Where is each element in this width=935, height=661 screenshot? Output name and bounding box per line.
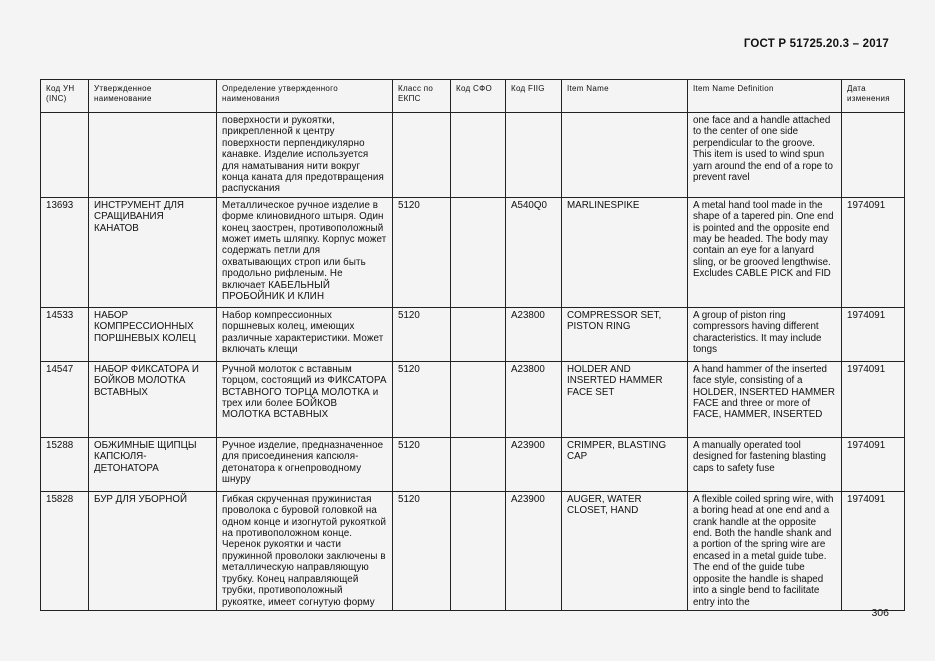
table-row <box>41 491 905 610</box>
cell-date: 1974091 <box>842 361 905 437</box>
cell-inc <box>41 113 89 198</box>
column-header-ekps-class: Класс по ЕКПС <box>393 80 451 113</box>
table-row <box>41 361 905 437</box>
cell-sfo <box>451 113 506 198</box>
column-header-item-name: Item Name <box>562 80 688 113</box>
column-header-fiig-code: Код FIIG <box>506 80 562 113</box>
cell-definition-en: one face and a handle attached to the center of one side perpendicular to the groove. This item is used to wind spun yarn around the end of a rope to prevent ravel <box>688 113 842 198</box>
standard-header: ГОСТ Р 51725.20.3 – 2017 <box>743 38 889 50</box>
table-row <box>41 437 905 491</box>
cell-class: 5120 <box>393 361 451 437</box>
cell-definition-ru: поверхности и рукоятки, прикрепленной к центру поверхности перпендикулярно канавке. Изделие используется для наматывания нити вокруг конца каната для предотвращения распускания <box>217 113 393 198</box>
page-number: 306 <box>871 607 889 619</box>
cell-item-name: COMPRESSOR SET, PISTON RING <box>562 307 688 361</box>
cell-definition-en: A group of piston ring compressors having different characteristics. It may include tongs <box>688 307 842 361</box>
column-header-item-definition: Item Name Definition <box>688 80 842 113</box>
cell-date <box>842 113 905 198</box>
cell-inc: 15828 <box>41 491 89 610</box>
cell-item-name: HOLDER AND INSERTED HAMMER FACE SET <box>562 361 688 437</box>
column-header-sfo-code: Код СФО <box>451 80 506 113</box>
cell-class: 5120 <box>393 307 451 361</box>
cell-item-name: CRIMPER, BLASTING CAP <box>562 437 688 491</box>
cell-date: 1974091 <box>842 491 905 610</box>
cell-definition-en: A manually operated tool designed for fastening blasting caps to safety fuse <box>688 437 842 491</box>
column-header-approved-name: Утвержденное наименование <box>89 80 217 113</box>
cell-date: 1974091 <box>842 307 905 361</box>
cell-sfo <box>451 307 506 361</box>
cell-definition-ru: Металлическое ручное изделие в форме клиновидного штыря. Один конец заострен, противоположный может иметь шляпку. Корпус может содержать петли для охватывающих строп или быть продольно рифленым. Не включает КАБЕЛЬНЫЙ ПРОБОЙНИК И КЛИН <box>217 197 393 307</box>
cell-item-name: MARLINESPIKE <box>562 197 688 307</box>
cell-sfo <box>451 437 506 491</box>
cell-inc: 13693 <box>41 197 89 307</box>
table-row <box>41 197 905 307</box>
cell-fiig: A540Q0 <box>506 197 562 307</box>
cell-date: 1974091 <box>842 197 905 307</box>
column-header-change-date: Дата изменения <box>842 80 905 113</box>
cell-definition-ru: Гибкая скрученная пружинистая проволока с буровой головкой на одном конце и изогнутой рукояткой на противоположном конце. Черенок рукоятки и части пружинной проволоки заключены в металлическую направляющую трубку. Конец направляющей трубки, противоположный рукоятке, имеет согнутую форму <box>217 491 393 610</box>
cell-class: 5120 <box>393 197 451 307</box>
cell-name-ru <box>89 113 217 198</box>
cell-definition-ru: Ручной молоток с вставным торцом, состоящий из ФИКСАТОРА ВСТАВНОГО ТОРЦА МОЛОТКА и трех или более БОЙКОВ МОЛОТКА ВСТАВНЫХ <box>217 361 393 437</box>
cell-fiig: A23900 <box>506 491 562 610</box>
cell-name-ru: ИНСТРУМЕНТ ДЛЯ СРАЩИВАНИЯ КАНАТОВ <box>89 197 217 307</box>
cell-definition-en: A flexible coiled spring wire, with a boring head at one end and a crank handle at the opposite end. Both the handle shank and a portion of the spring wire are encased in a metal guide tube. The end of the guide tube opposite the handle is shaped into a single bend to facilitate entry into the <box>688 491 842 610</box>
cell-definition-en: A metal hand tool made in the shape of a tapered pin. One end is pointed and the opposite end may be headed. The body may contain an eye for a lanyard sling, or be grooved lengthwise. Excludes CABLE PICK and FID <box>688 197 842 307</box>
column-header-inc: Код УН (INC) <box>41 80 89 113</box>
cell-definition-ru: Набор компрессионных поршневых колец, имеющих различные характеристики. Может включать клещи <box>217 307 393 361</box>
cell-item-name <box>562 113 688 198</box>
column-header-definition-ru: Определение утвержденного наименования <box>217 80 393 113</box>
table-row <box>41 307 905 361</box>
cell-name-ru: НАБОР ФИКСАТОРА И БОЙКОВ МОЛОТКА ВСТАВНЫХ <box>89 361 217 437</box>
table-header-row <box>41 80 905 113</box>
cell-name-ru: ОБЖИМНЫЕ ЩИПЦЫ КАПСЮЛЯ-ДЕТОНАТОРА <box>89 437 217 491</box>
cell-definition-en: A hand hammer of the inserted face style, consisting of a HOLDER, INSERTED HAMMER FACE and three or more of FACE, HAMMER, INSERTED <box>688 361 842 437</box>
table-row <box>41 113 905 198</box>
cell-fiig: A23800 <box>506 361 562 437</box>
cell-date: 1974091 <box>842 437 905 491</box>
cell-item-name: AUGER, WATER CLOSET, HAND <box>562 491 688 610</box>
cell-inc: 14547 <box>41 361 89 437</box>
cell-class <box>393 113 451 198</box>
cell-sfo <box>451 361 506 437</box>
cell-name-ru: НАБОР КОМПРЕССИОННЫХ ПОРШНЕВЫХ КОЛЕЦ <box>89 307 217 361</box>
cell-fiig <box>506 113 562 198</box>
catalog-table <box>40 79 905 611</box>
cell-class: 5120 <box>393 491 451 610</box>
cell-class: 5120 <box>393 437 451 491</box>
cell-fiig: A23800 <box>506 307 562 361</box>
cell-inc: 15288 <box>41 437 89 491</box>
cell-fiig: A23900 <box>506 437 562 491</box>
cell-sfo <box>451 491 506 610</box>
cell-sfo <box>451 197 506 307</box>
cell-inc: 14533 <box>41 307 89 361</box>
cell-definition-ru: Ручное изделие, предназначенное для присоединения капсюля-детонатора к огнепроводному шнуру <box>217 437 393 491</box>
cell-name-ru: БУР ДЛЯ УБОРНОЙ <box>89 491 217 610</box>
